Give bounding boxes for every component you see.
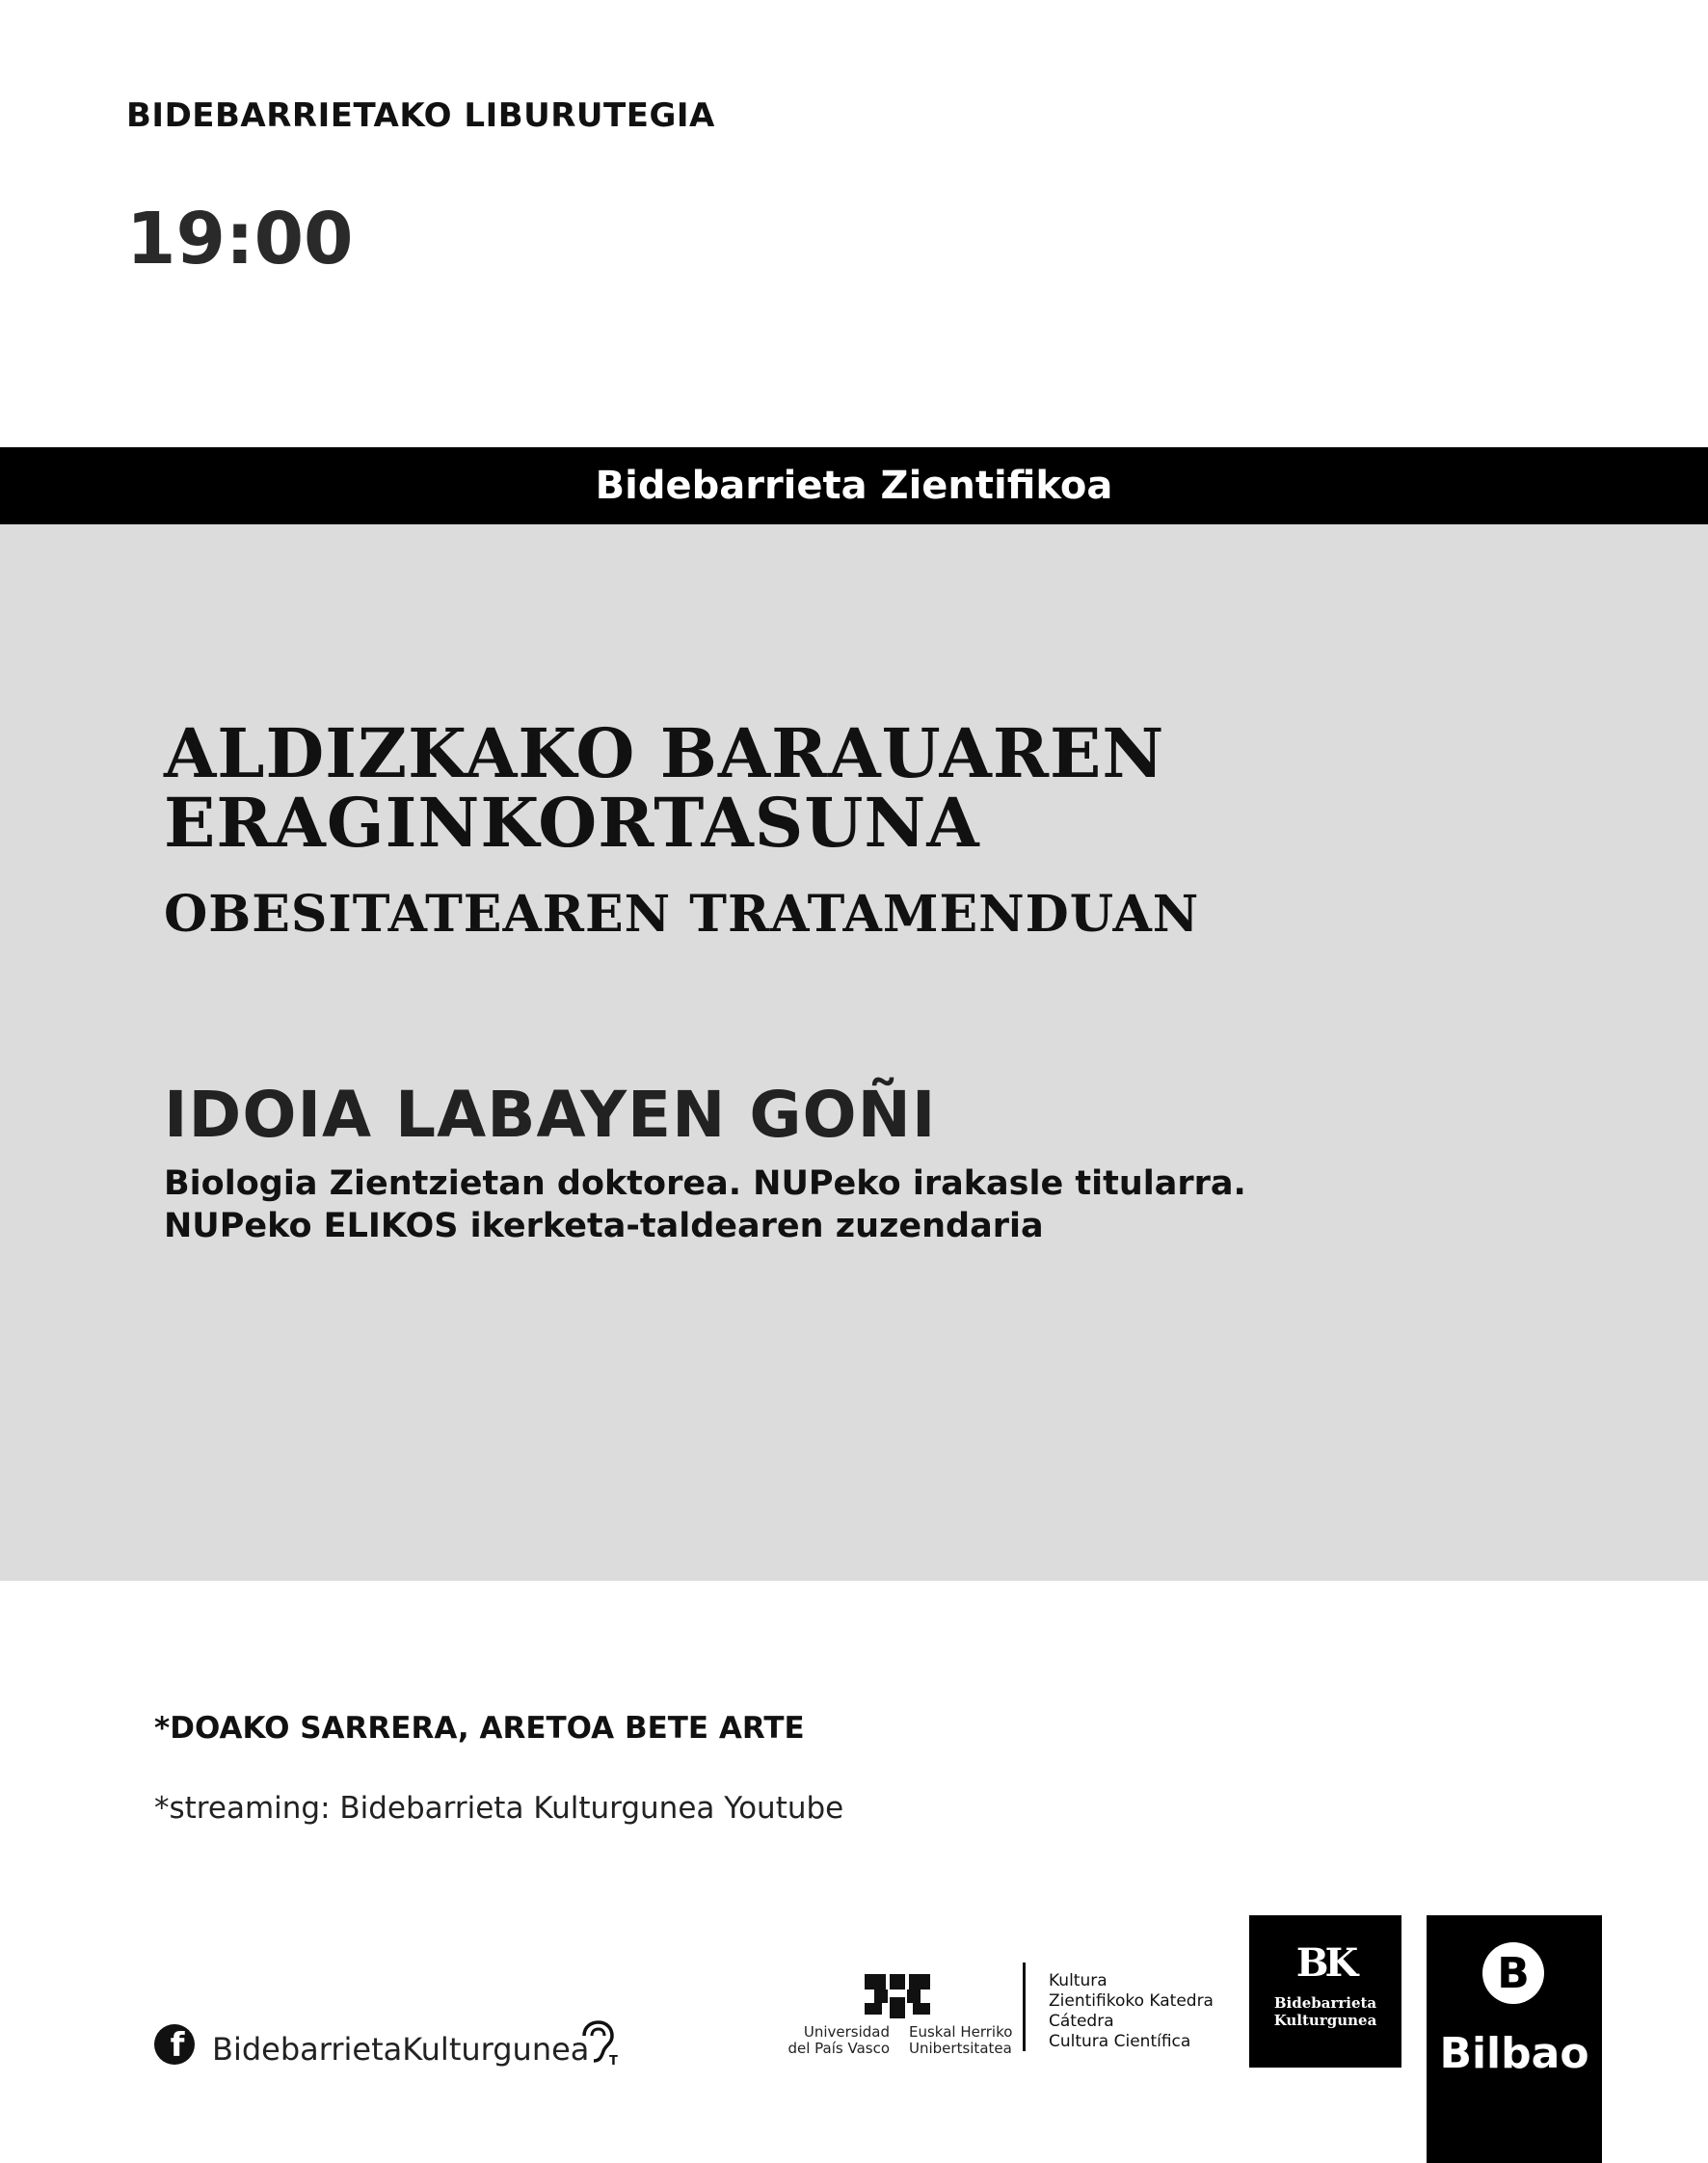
- bidebarrieta-kulturgunea-logo: [1249, 1915, 1401, 2068]
- bilbao-name: Bilbao: [1439, 2029, 1589, 2078]
- talk-title-line1: ALDIZKAKO BARAUAREN: [164, 713, 1165, 793]
- series-label: Bidebarrieta Zientifikoa: [595, 464, 1113, 508]
- logo-divider: [1023, 1963, 1026, 2051]
- series-banner: [0, 447, 1708, 524]
- bk-line1: Bidebarrieta: [1273, 1994, 1377, 2012]
- upv-name-eu: Euskal Herriko Unibertsitatea: [909, 2023, 1013, 2057]
- bk-monogram: BK: [1295, 1940, 1355, 1986]
- svg-text:T: T: [609, 2054, 618, 2069]
- hearing-loop-icon: [576, 2020, 623, 2069]
- speaker-name: IDOIA LABAYEN GOÑI: [164, 1078, 937, 1152]
- streaming-note: *streaming: Bidebarrieta Kulturgunea Youtube: [154, 1791, 844, 1826]
- upv-ehu-logo: [786, 1955, 1013, 2061]
- bilbao-logo: [1427, 1915, 1602, 2163]
- upv-emblem-icon: [861, 1968, 934, 2022]
- upv-name-es: Universidad del País Vasco: [787, 2023, 890, 2057]
- katedra-line2: Zientifikoko Katedra: [1049, 1991, 1214, 2011]
- facebook-icon[interactable]: f: [154, 2024, 195, 2065]
- talk-title-line3: OBESITATEAREN TRATAMENDUAN: [164, 885, 1200, 944]
- speaker-bio-line1: Biologia Zientzietan doktorea. NUPeko irakasle titularra.: [164, 1164, 1246, 1203]
- talk-panel: [0, 524, 1708, 1581]
- bk-name: [1249, 1994, 1401, 2029]
- katedra-text: [1049, 1971, 1214, 2052]
- facebook-handle[interactable]: BidebarrietaKulturgunea: [212, 2031, 590, 2068]
- talk-title-line2: ERAGINKORTASUNA: [164, 783, 980, 863]
- speaker-bio-line2: NUPeko ELIKOS ikerketa-taldearen zuzendaria: [164, 1207, 1044, 1245]
- event-time: 19:00: [126, 198, 354, 280]
- venue-name: BIDEBARRIETAKO LIBURUTEGIA: [126, 96, 715, 135]
- katedra-line1: Kultura: [1049, 1971, 1108, 1990]
- bk-line2: Kulturgunea: [1273, 2012, 1377, 2029]
- bilbao-b-icon: B: [1482, 1942, 1544, 2004]
- katedra-line4: Cultura Científica: [1049, 2032, 1191, 2051]
- katedra-line3: Cátedra: [1049, 2012, 1114, 2031]
- entry-note: *DOAKO SARRERA, ARETOA BETE ARTE: [154, 1711, 805, 1746]
